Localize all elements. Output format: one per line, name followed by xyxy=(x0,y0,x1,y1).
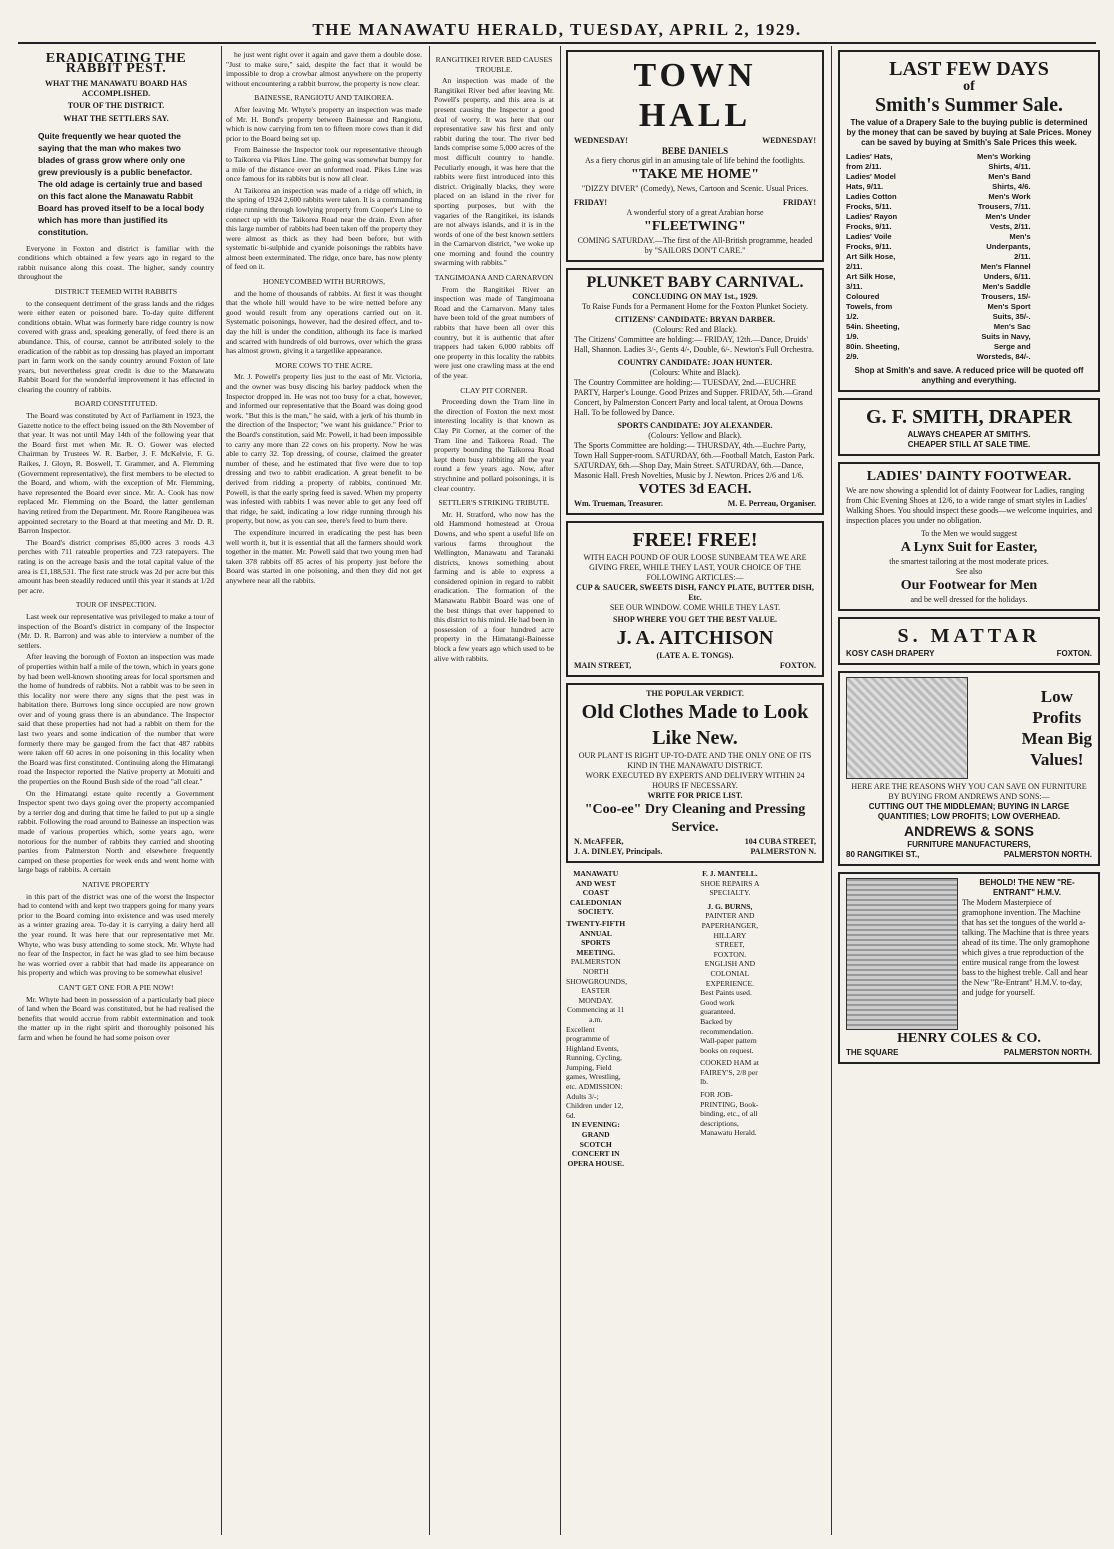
candidate-colours: (Colours: Yellow and Black). xyxy=(648,431,742,440)
aitchison-ad xyxy=(566,521,824,677)
sports-meeting: TWENTY-FIFTH ANNUAL SPORTS MEETING. xyxy=(566,918,626,957)
article-paragraph: The Board's district comprises 85,000 acres 3 roods 4.3 perches with 711 rateable properties and 723 ratepayers. The rating is on the acreage basis and the total capital value of the area is £1,188,531. The first rate struck was 2d per acre but this amount has been steadily reduced until this year it stands at 1/2d per acre. xyxy=(18,537,214,595)
section-heading: BAINESSE, RANGIOTU AND TAIKOREA. xyxy=(254,93,394,103)
article-paragraph: to the consequent detriment of the grass lands and the ridges were either eaten or poisoned bare. To-day quite different conditions obtain. What was formerly bare ridge country is now covered with grass and, speaking generally, of feed there is an abundance. This, of course, cannot be attributed solely to the eradication of the rabbit as top dressing has played an important part in farm work on the sandy country around Foxton of late years, but nevertheless great credit is due to the Manawatu Rabbit Board for the wonderful improvement it has effected in clearing the country of rabbits. xyxy=(18,298,214,394)
andrews-headline: Mean Big xyxy=(1021,729,1092,748)
candidate-heading: SPORTS CANDIDATE: JOY ALEXANDER. xyxy=(617,421,773,430)
article-subhead: TOUR OF THE DISTRICT. xyxy=(67,101,165,111)
footwear-ad xyxy=(838,462,1100,611)
sports-title: MANAWATU AND WEST COAST CALEDONIAN SOCIETY. xyxy=(569,869,622,917)
ham-notice: COOKED HAM at FAIREY'S, 2/8 per lb. xyxy=(700,1058,759,1087)
section-heading: RANGITIKEI RIVER BED CAUSES TROUBLE. xyxy=(435,55,553,74)
address: PALMERSTON N. xyxy=(750,847,816,856)
candidate-heading: CITIZENS' CANDIDATE: BRYAN DARBER. xyxy=(614,315,776,324)
sale-item: Men's Sport Suits, 35/-. xyxy=(987,302,1031,321)
column-rule xyxy=(429,46,430,1535)
principal: N. McAFFER, xyxy=(574,837,624,846)
column-3 xyxy=(434,50,554,1535)
andrews-cut: CUTTING OUT THE MIDDLEMAN; BUYING IN LARGE QUANTITIES; LOW PROFITS; LOW OVERHEAD. xyxy=(868,802,1070,821)
aitchison-late: (LATE A. E. TONGS). xyxy=(656,651,734,660)
aitchison-town: FOXTON. xyxy=(779,661,816,670)
sale-item: Ladies' Hats, from 2/11. xyxy=(846,152,893,171)
draper-line: CHEAPER STILL AT SALE TIME. xyxy=(907,440,1031,449)
ad-day: FRIDAY! xyxy=(574,198,608,207)
masthead-rule xyxy=(18,42,1096,44)
coles-right: PALMERSTON NORTH. xyxy=(1003,1048,1092,1057)
ad-text: COMING SATURDAY.—The first of the All-British programme, headed by "SAILORS DON'T CARE." xyxy=(577,236,813,255)
article-paragraph: The expenditure incurred in eradicating the pest has been well worth it, but it is essential that all the farmers should work together in the matter. Mr. Powell said that two young men had taken 378 rabbits off 85 acres of his property just before the Board was started in one poisoning, and then they did not get anywhere near all the rabbits. xyxy=(226,527,422,585)
sale-item: Men's Under Vests, 2/11. xyxy=(985,212,1031,231)
candidate-text: The Citizens' Committee are holding:— FRIDAY, 12th.—Dance, Druids' Hall, Shannon. Ladies 3/-, Gents 4/-, Double, 6/-. Newton's Full Orchestra. xyxy=(574,335,814,354)
footwear-holidays: and be well dressed for the holidays. xyxy=(910,595,1028,604)
burns-trade: PAINTER AND PAPERHANGER, HILLARY STREET, FOXTON. xyxy=(701,911,759,959)
furniture-illustration xyxy=(846,677,968,779)
sale-name: Smith's Summer Sale. xyxy=(875,94,1063,116)
caledonian-ad xyxy=(566,869,690,1168)
footwear-men: To the Men we would suggest xyxy=(920,529,1018,538)
article-paragraph: Mr. H. Stratford, who now has the old Hammond homestead at Oroua Downs, and who spent a useful life on various farms throughout the Wellington, Manawatu and Taranaki districts, knows something about farming and is able to express a considered opinion in regard to rabbit eradication. The formation of the Manawatu Rabbit Board was one of the best things that ever happened to this district to his mind. He had been in possession of a four hundred acre property in the Himatangi-Bainesse block a few years ago which used to be alive with rabbits. xyxy=(434,509,554,663)
town-hall-title: TOWN HALL xyxy=(633,57,757,134)
ad-text: A wonderful story of a great Arabian horse xyxy=(626,208,764,217)
sale-item: Men's Working Shirts, 4/11. xyxy=(977,152,1031,171)
mattar-left: KOSY CASH DRAPERY xyxy=(846,649,935,658)
ad-text: As a fiery chorus girl in an amusing tale of life behind the footlights. xyxy=(585,156,805,165)
sale-item: 54in. Sheeting, 1/9. xyxy=(846,322,900,341)
andrews-headline: Profits xyxy=(1032,708,1082,727)
ad-day: FRIDAY! xyxy=(782,198,816,207)
sports-evening: IN EVENING: GRAND SCOTCH CONCERT IN OPERA HOUSE. xyxy=(567,1120,624,1168)
carnival-purpose: To Raise Funds for a Permanent Home for the Foxton Plunket Society. xyxy=(582,302,808,311)
footwear-tail: the smartest tailoring at the most moderate prices. xyxy=(889,557,1049,566)
candidate-heading: COUNTRY CANDIDATE: JOAN HUNTER. xyxy=(617,358,773,367)
mattar-ad xyxy=(838,617,1100,665)
section-heading: NATIVE PROPERTY xyxy=(82,879,150,889)
andrews-name: ANDREWS & SONS xyxy=(904,823,1034,839)
clothes-body: OUR PLANT IS RIGHT UP-TO-DATE AND THE ONLY ONE OF ITS KIND IN THE MANAWATU DISTRICT. xyxy=(578,751,812,770)
coles-ad xyxy=(838,872,1100,1064)
votes: VOTES 3d EACH. xyxy=(638,482,752,497)
column-5 xyxy=(838,50,1100,1535)
candidate-text: The Sports Committee are holding:— THURSDAY, 4th.—Euchre Party, Town Hall Supper-room. SATURDAY, 6th.—Football Match, Easton Park. SATURDAY, 6th.—Shop Day, Main Street. SATURDAY, 6th.—Dance, Masonic Hall. Fresh Novelties, Music by J. Newton. Prices 2/6 and 1/6. xyxy=(574,441,815,480)
sale-title: LAST FEW DAYS xyxy=(889,58,1049,80)
andrews-town: PALMERSTON NORTH. xyxy=(1003,850,1092,859)
clothes-verdict: THE POPULAR VERDICT. xyxy=(646,689,744,698)
andrews-ad xyxy=(838,671,1100,866)
article-paragraph: An inspection was made of the Rangitikei River bed after leaving Mr. Powell's property, and this area is at present causing the Inspector a good deal of worry. It was here that our representative saw his first and only rabbit during the tour. The river bed lands comprise some 5,000 acres of the most difficult country to handle. Peculiarly enough, it was here that the rabbits were first introduced into this district. Originally blacks, they were placed on an island in the river for sporting purposes, but with the vagaries of the Rangitikei, its islands are not always islands, and it is in the words of one of the best known settlers in the Carnarvon district, "we woke up one morning and found the country swarming with rabbits." xyxy=(434,76,554,268)
ad-day: WEDNESDAY! xyxy=(574,136,628,145)
column-rule xyxy=(560,46,561,1535)
free-window: SEE OUR WINDOW. COME WHILE THEY LAST. xyxy=(609,603,781,612)
section-heading: TOUR OF INSPECTION. xyxy=(75,600,157,610)
sale-item: Ladies' Model Hats, 9/11. xyxy=(846,172,896,191)
sale-item: Men's Work Trousers, 7/11. xyxy=(977,192,1031,211)
sports-prog: Excellent programme of Highland Events, Running, Cycling, Jumping, Field games, Wrestling, etc. ADMISSION: Adults 3/-; Children under 12, 6d. xyxy=(566,1024,624,1120)
sale-list-men xyxy=(974,152,1092,362)
ad-film: "FLEETWING" xyxy=(644,219,746,234)
article-paragraph: From the Rangitikei River an inspection was made of Tangimoana Road and the Carnarvon. Many tales have been told of the great numbers of rabbits that have been all over this country, but it is authentic that after trappers had taken 6,000 rabbits off one property in this locality the rabbits were just one crawling mass at the end of the year. xyxy=(434,284,554,380)
organiser: M. E. Perreau, Organiser. xyxy=(727,499,816,508)
section-heading: SETTLER'S STRIKING TRIBUTE. xyxy=(438,498,550,508)
clothes-price: WRITE FOR PRICE LIST. xyxy=(647,791,743,800)
sports-venue: PALMERSTON NORTH SHOWGROUNDS, EASTER MONDAY. xyxy=(566,957,627,1005)
section-heading: MORE COWS TO THE ACRE. xyxy=(275,360,373,370)
sale-item: Ladies' Voile Frocks, 9/11. xyxy=(846,232,892,251)
section-heading: DISTRICT TEEMED WITH RABBITS xyxy=(54,286,178,296)
sale-item: Men's Sac Suits in Navy, xyxy=(981,322,1031,341)
sale-item: Art Silk Hose, 2/11. xyxy=(846,252,896,271)
article-paragraph: Mr. Whyte had been in possession of a particularly bad piece of land when the Board was constituted, but he had realised the benefits that would accrue from rabbit extermination and took the matter up in the right spirit and thoroughly poisoned his farm and when he found he had some poison over xyxy=(18,994,214,1042)
section-heading: TANGIMOANA AND CARNARVON xyxy=(434,273,554,283)
article-paragraph: Mr. J. Powell's property lies just to the east of Mr. Victoria, and the owner was busy discing his barley paddock when the Inspector dropped in. He was not too busy for a chat, however, and informed our representative that the Board was doing good work. "But this is the man," he said, with a jerk of his thumb in the direction of the Inspector; "we want his guidance." Prior to the Board's constitution, said Mr. Powell, it had been impossible to carry any more than 22 cows on his property. Now he was able to carry 32. Top dressing, of course, claimed the greater number of these, and he estimated that five were due to top dressing and two to rabbit eradication. A great benefit to be derived from ridding a property of rabbits, continued Mr. Powell, is that the early spring feed is saved. When my property was infested with rabbits I was never able to get any feed off that ridge, he said, indicating a low ridge running through his property, but now, as you can see, there's feed to burn there. xyxy=(226,372,422,526)
column-rule xyxy=(221,46,222,1535)
sale-prices xyxy=(846,152,1092,362)
town-hall-ad xyxy=(566,50,824,262)
address: 104 CUBA STREET, xyxy=(744,837,816,846)
andrews-headline: Values! xyxy=(1030,750,1084,769)
candidate-colours: (Colours: Red and Black). xyxy=(653,325,737,334)
sports-start: Commencing at 11 a.m. xyxy=(566,1005,625,1024)
sale-item: Men's Flannel Unders, 6/11. xyxy=(980,262,1031,281)
draper-ad xyxy=(838,398,1100,456)
sale-shop: Shop at Smith's and save. A reduced price will be quoted off anything and everything. xyxy=(854,366,1084,385)
article-paragraph: and the home of thousands of rabbits. At first it was thought that the whole hill would have to be wire netted before any good would result from any operations carried out on it. Systematic poisonings, however, had the desired effect, and to-day the hill is under the condition, although its face is marked and scarred with hundreds of old burrows, over which the grass has almost grown, giving it a targetlike appearance. xyxy=(226,288,422,356)
candidate-text: The Country Committee are holding:— TUESDAY, 2nd.—EUCHRE PARTY, Harper's Lounge. Good Prizes and Supper. FRIDAY, 5th.—Grand Concert, by Palmerston Concert Party and local talent, at Oroua Downs Hall. To be followed by Dance. xyxy=(574,378,813,417)
andrews-furn: FURNITURE MANUFACTURERS, xyxy=(907,840,1031,849)
sale-item: Coloured Towels, from 1/2. xyxy=(846,292,893,321)
sale-item: Men's Saddle Trousers, 15/- xyxy=(981,282,1031,301)
small-ads xyxy=(566,869,824,1168)
ad-film: "TAKE ME HOME" xyxy=(630,167,760,182)
coles-body: The Modern Masterpiece of gramophone invention. The Machine that has set the tongues of the world a-talking. The Machine that is three years ahead of its time. The only gramophone which gives a true reproduction of the entire musical range from the lowest bass to the highest treble. Call and hear the New "Re-Entrant" H.M.V. to-day, and judge for yourself. xyxy=(962,898,1090,997)
plunket-carnival-ad xyxy=(566,268,824,515)
sale-item: Art Silk Hose, 3/11. xyxy=(846,272,896,291)
clothes-work: WORK EXECUTED BY EXPERTS AND DELIVERY WITHIN 24 HOURS IF NECESSARY. xyxy=(585,771,805,790)
footwear-lynx: A Lynx Suit for Easter, xyxy=(900,540,1038,555)
article-paragraph: Last week our representative was privileged to make a tour of inspection of the Board's district in company of the Inspector (Mr. D. R. Barron) and was able to interview a number of the settlers. xyxy=(18,611,214,650)
ad-day: WEDNESDAY! xyxy=(762,136,816,145)
mantell-ad xyxy=(700,869,824,1168)
sale-list-ladies xyxy=(846,152,964,362)
article-paragraph: On the Himatangi estate quite recently a Government Inspector spent two days going over the property accompanied by a terrier dog and during that time he failed to put up a single rabbit. Following the road around to Bainesse an inspection was made of various properties which, some years ago, were notorious for the number of rabbits they carried and shooting parties from Palmerston North and elsewhere frequently camped on these properties for week ends and went home with large bags of rabbits. A certain xyxy=(18,788,214,875)
draper-line: ALWAYS CHEAPER AT SMITH'S. xyxy=(907,430,1031,439)
burns-exp: ENGLISH AND COLONIAL EXPERIENCE. xyxy=(704,959,756,988)
ad-star: BEBE DANIELS xyxy=(661,146,729,156)
sale-item: Ladies Cotton Frocks, 5/11. xyxy=(846,192,897,211)
article-paragraph: After leaving Mr. Whyte's property an inspection was made of Mr. H. Bond's property between Bainesse and Rangiotu, which is now carrying from ten to fifteen more cows than it did prior to the Board being set up. xyxy=(226,104,422,143)
footwear-title: LADIES' DAINTY FOOTWEAR. xyxy=(866,469,1072,484)
column-2 xyxy=(226,50,422,1535)
free-body: WITH EACH POUND OF OUR LOOSE SUNBEAM TEA WE ARE GIVING FREE, WHILE THEY LAST, YOUR CHOICE OF THE FOLLOWING ARTICLES:— xyxy=(583,553,807,582)
mattar-town: FOXTON. xyxy=(1056,649,1092,658)
carnival-title: PLUNKET BABY CARNIVAL. xyxy=(586,274,804,291)
section-heading: BOARD CONSTITUTED. xyxy=(74,399,158,409)
free-items: CUP & SAUCER, SWEETS DISH, FANCY PLATE, BUTTER DISH, Etc. xyxy=(576,583,814,602)
sale-of: of xyxy=(963,79,975,94)
article-paragraph: From Bainesse the Inspector took our representative through to Taikorea via Pikes Line. The going was somewhat bumpy for a mile of the distance over an unformed road. Pikes Line was once famous for its rabbits but is now all clear. xyxy=(226,145,422,184)
mantell-name: F. J. MANTELL. xyxy=(702,869,758,878)
masthead: THE MANAWATU HERALD, TUESDAY, APRIL 2, 1929. xyxy=(312,20,802,39)
sale-item: Men's Band Shirts, 4/6. xyxy=(988,172,1031,191)
candidate-colours: (Colours: White and Black). xyxy=(649,368,741,377)
article-headline: ERADICATING THE RABBIT PEST. xyxy=(45,51,187,76)
article-paragraph: in this part of the district was one of the worst the Inspector had to contend with and kept two trappers going for many years prior to the Board coming into existence and was used merely as a winter grazing area. To-day it is carrying a dairy herd all the year round. It was here that our representative met Mr. Whyte, who was busy attending to some stock. Mr. Whyte had no fear of the Inspector, in fact he was glad to see him because he was worried over a rabbit that had made its appearance on his property and which was proving to be somewhat elusive! xyxy=(18,891,214,978)
article-paragraph: he just went right over it again and gave them a double dose. "Just to make sure," said, despite the fact that it would be impossible to drop a crowbar almost anywhere on the property without encountering a rabbit burrow, the property is now clear. xyxy=(226,50,422,88)
dry-cleaning-ad xyxy=(566,683,824,863)
mantell-repair: SHOE REPAIRS A SPECIALTY. xyxy=(700,878,760,898)
burns-name: J. G. BURNS, xyxy=(707,901,753,911)
principal: J. A. DINLEY, Principals. xyxy=(574,847,663,856)
article-paragraph: Everyone in Foxton and district is familiar with the conditions which obtained a few years ago in regard to the rabbit nuisance along this coast. The higher, sandy country throughout the xyxy=(18,243,214,282)
mattar-name: S. MATTAR xyxy=(897,625,1041,647)
coles-name: HENRY COLES & CO. xyxy=(897,1031,1041,1046)
sale-item: Ladies' Rayon Frocks, 9/11. xyxy=(846,212,898,231)
andrews-body: HERE ARE THE REASONS WHY YOU CAN SAVE ON FURNITURE BY BUYING FROM ANDREWS AND SONS:— xyxy=(851,782,1087,801)
column-rule xyxy=(831,46,832,1535)
clothes-title: Old Clothes Made to Look Like New. xyxy=(581,701,809,749)
column-4 xyxy=(566,50,824,1535)
ad-text: "DIZZY DIVER" (Comedy), News, Cartoon and Scenic. Usual Prices. xyxy=(581,184,809,193)
draper-name: G. F. SMITH, DRAPER xyxy=(866,406,1072,428)
sale-intro: The value of a Drapery Sale to the buying public is determined by the money that can be saved by buying at Sale Prices. Money can be saved by buying at Smith's Sale Prices this week. xyxy=(846,118,1092,147)
article-subhead: WHAT THE MANAWATU BOARD HAS ACCOMPLISHED. xyxy=(44,79,188,98)
article-paragraph: At Taikorea an inspection was made of a ridge off which, in the spring of 1924 2,600 rabbits were taken. It is a commanding ridge running through lowlying property from Cooper's Line to connect up with the Taikorea Road near the drain. Even after this large number of rabbits had been taken off the property they were almost as thick as they had been before, but with systematic bi-sulphide and cyanide poisonings the rabbits have almost been exterminated. The ridge, once bare, has now plenty of feed on it. xyxy=(226,185,422,272)
coles-left: THE SQUARE xyxy=(846,1048,899,1057)
free-title: FREE! FREE! xyxy=(632,529,758,551)
article-subhead: WHAT THE SETTLERS SAY. xyxy=(63,113,169,123)
section-heading: CAN'T GET ONE FOR A PIE NOW! xyxy=(58,982,174,992)
footwear-ourmen: Our Footwear for Men xyxy=(900,578,1038,593)
sale-item: 80in. Sheeting, 2/9. xyxy=(846,342,900,361)
footwear-see: See also xyxy=(955,567,983,576)
burns-paints: Best Paints used. Good work guaranteed. Backed by recommendation. Wall-paper pattern books on request. xyxy=(700,988,757,1055)
andrews-addr: 80 RANGITIKEI ST., xyxy=(846,850,920,859)
free-shop: SHOP WHERE YOU GET THE BEST VALUE. xyxy=(613,615,777,624)
article-paragraph: The Board was constituted by Act of Parliament in 1923, the Gazette notice to the effect being issued on the 8th November of that year. It was not until May 14th of the following year that the Board first met when Mr. R. O. Gower was elected Chairman by Trustees W. R. Barber, J. F. McKelvie, F. G. Raikes, J. Gloyn, R. Boswell, T. Grammer, and A. Flemming (Government representative), the first members to be elected to the Board, and whom, with the exception of Mr. Flemming, have represented the Board ever since. Mr. A. Cook has now replaced Mr. Flemming on the Board, the latter gentleman having retired from the Department. Mr. Roore Rangiheuea was appointed secretary to the Board at that meeting and Mr. D. R. Barron Inspector. xyxy=(18,411,214,536)
andrews-headline: Low xyxy=(1040,687,1073,706)
article-lead: Quite frequently we hear quoted the saying that the man who makes two blades of grass grow where only one grew previously is a public benefactor. The old adage is certainly true and based on this fact alone the Manawatu Rabbit Board has proved itself to be a local body which has more than justified its constitution. xyxy=(38,130,205,237)
smith-sale-ad xyxy=(838,50,1100,392)
section-heading: HONEYCOMBED WITH BURROWS, xyxy=(263,277,385,287)
section-heading: CLAY PIT CORNER. xyxy=(460,385,528,395)
aitchison-street: MAIN STREET, xyxy=(574,661,632,670)
footwear-body: We are now showing a splendid lot of dainty Footwear for Ladies, ranging from Chic Evening Shoes at 12/6, to a wide range of smart styles in Ladies' Walking Shoes. You should inspect these goods—we welcome inquiries, and inspection places you under no obligation. xyxy=(846,486,1092,525)
treasurer: Wm. Trueman, Treasurer. xyxy=(574,499,663,508)
column-1 xyxy=(18,50,214,1535)
gramophone-illustration xyxy=(846,878,958,1030)
clothes-brand: "Coo-ee" Dry Cleaning and Pressing Service. xyxy=(584,802,806,835)
print-notice: FOR JOB-PRINTING, Book-binding, etc., of all descriptions, Manawatu Herald. xyxy=(700,1090,759,1138)
carnival-date: CONCLUDING ON MAY 1st., 1929. xyxy=(632,292,758,301)
aitchison-name: J. A. AITCHISON xyxy=(616,627,774,649)
sale-item: Serge and Worsteds, 84/-. xyxy=(976,342,1031,361)
article-paragraph: After leaving the borough of Foxton an inspection was made of properties within half a mile of the town, which in years gone by had been well-known shooting areas for local sportsmen and the home of hundreds of rabbits. Not a rabbit was to be seen in this locality nor were there any signs that the pest was in habitation there. Burrows long since occupied are now grown over and of young grass there is an abundance. The Inspector said that these properties had not had a rabbit on them for the last two years and some indication of the number that were formerly there may be gauged from the fact that 487 rabbits were taken off 60 acres in one poisoning in this locality when the Board was first constituted. Continuing along the Himatangi road the Inspector reported the Native property at Motuiti and the properties on the Round Bush side of the road "all clear." xyxy=(18,652,214,787)
sale-item: Men's Underpants, 2/11. xyxy=(986,232,1031,261)
article-paragraph: Proceeding down the Tram line in the direction of Foxton the next most interesting locality is that known as Clay Pit Corner, at the corner of the Tram line and Taikorea Road. The property bounding the Taikorea Road kept them busy rabbiting all the year round a few years ago. Now, after strychnine and pollard poisonings, it is clear country. xyxy=(434,397,554,493)
coles-behold: BEHOLD! THE NEW "RE-ENTRANT" H.M.V. xyxy=(979,878,1075,897)
